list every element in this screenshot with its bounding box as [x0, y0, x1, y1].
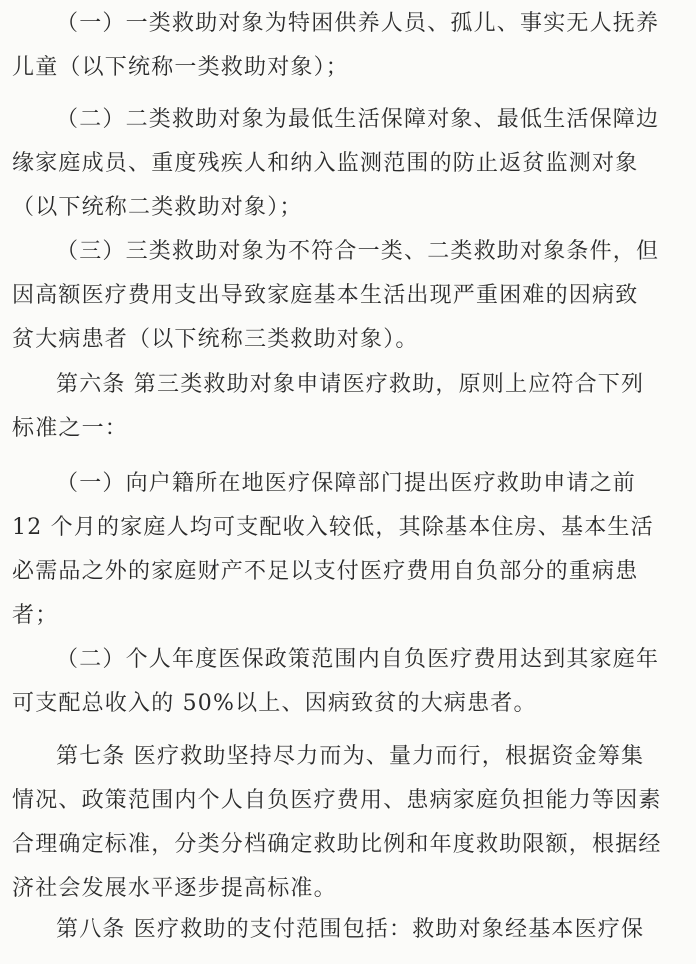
text-line: 第七条 医疗救助坚持尽力而为、量力而行，根据资金筹集: [56, 744, 645, 769]
text-line: 第六条 第三类救助对象申请医疗救助，原则上应符合下列: [56, 372, 645, 397]
paragraph-category-two: [12, 98, 682, 230]
text-line: 缘家庭成员、重度残疾人和纳入监测范围的防止返贫监测对象: [12, 151, 639, 176]
text-line: 合理确定标准，分类分档确定救助比例和年度救助限额，根据经: [12, 832, 662, 857]
paragraph-article-six: [12, 363, 682, 451]
text-line: 第八条 医疗救助的支付范围包括：救助对象经基本医疗保: [56, 917, 645, 942]
text-line: （一）向户籍所在地医疗保障部门提出医疗救助申请之前: [56, 471, 637, 496]
text-line: （三）三类救助对象为不符合一类、二类救助对象条件，但: [56, 239, 660, 264]
paragraph-standard-one: [12, 462, 682, 638]
paragraph-standard-two: [12, 638, 682, 726]
paragraph-category-three: [12, 230, 682, 362]
text-line: 情况、政策范围内个人自负医疗费用、患病家庭负担能力等因素: [12, 788, 662, 813]
text-line: 贫大病患者（以下统称三类救助对象）。: [12, 327, 419, 352]
text-line: 12 个月的家庭人均可支配收入较低，其除基本住房、基本生活: [12, 515, 654, 540]
text-line: 济社会发展水平逐步提高标准。: [12, 876, 337, 901]
text-line: 标准之一：: [12, 416, 129, 441]
text-line: （一）一类救助对象为特困供养人员、孤儿、事实无人抚养: [56, 11, 660, 36]
text-line: （二）二类救助对象为最低生活保障对象、最低生活保障边: [56, 107, 660, 132]
text-line: 可支配总收入的 50%以上、因病致贫的大病患者。: [12, 691, 537, 716]
text-line: （以下统称二类救助对象）；: [12, 195, 303, 220]
paragraph-category-one: [12, 2, 682, 90]
text-line: 因高额医疗费用支出导致家庭基本生活出现严重困难的因病致: [12, 283, 639, 308]
text-line: （二）个人年度医保政策范围内自负医疗费用达到其家庭年: [56, 647, 660, 672]
text-line: 者；: [12, 603, 59, 628]
paragraph-article-eight: [12, 912, 682, 948]
text-line: 儿童（以下统称一类救助对象）；: [12, 55, 350, 80]
paragraph-article-seven: [12, 735, 682, 911]
text-line: 必需品之外的家庭财产不足以支付医疗费用自负部分的重病患: [12, 559, 639, 584]
